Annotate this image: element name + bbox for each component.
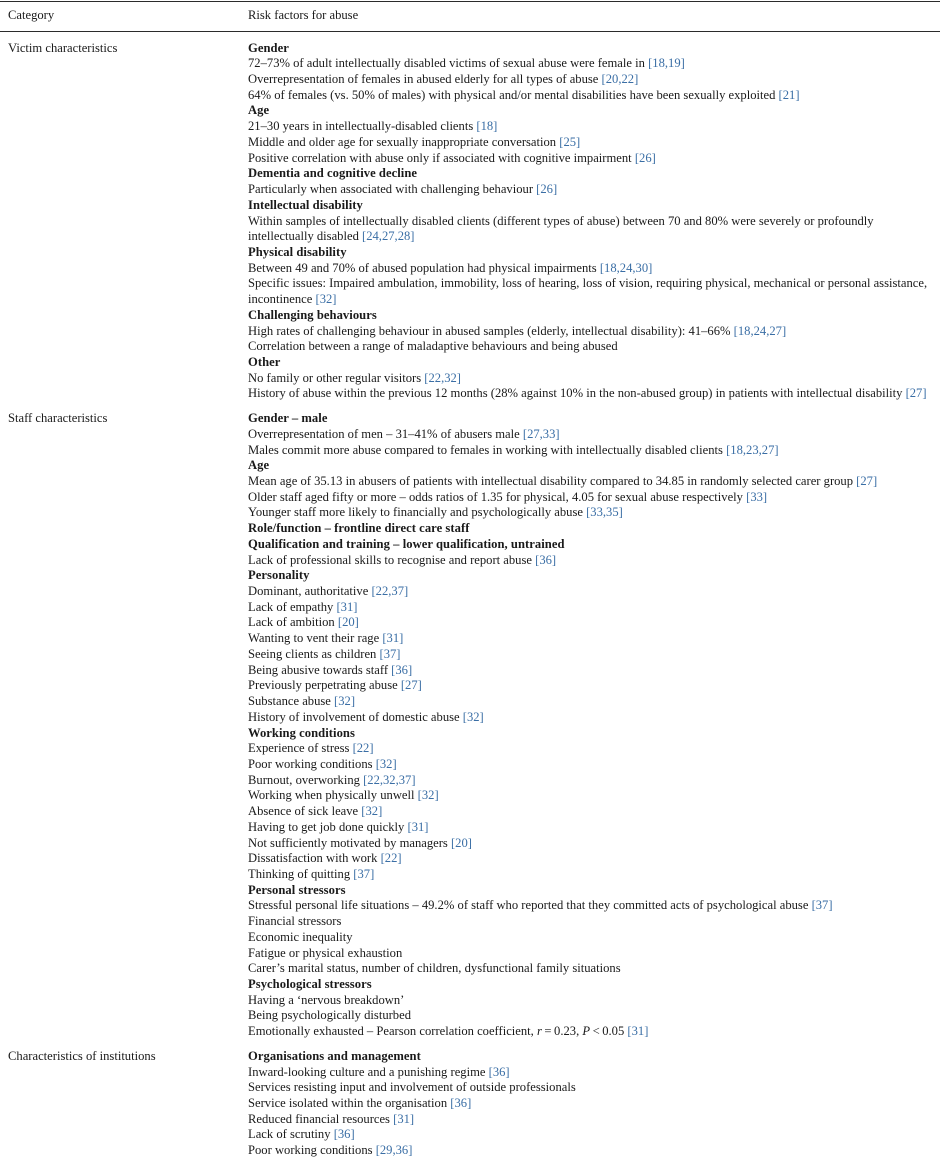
citation-reference[interactable]: [31] [382,631,404,646]
row-category-cell [0,1040,244,1159]
risk-factor-item: Service isolated within the organisation [36] [248,1096,472,1111]
citation-reference[interactable]: [37] [811,898,833,913]
risk-group-title: Other [248,354,281,369]
risk-factor-item: Economic inequality [248,929,353,944]
risk-factor-item: Burnout, overworking [22,32,37] [248,772,416,787]
citation-reference[interactable]: [36] [333,1127,355,1142]
citation-reference[interactable]: [32] [315,292,337,307]
row-category-label: Victim characteristics [8,40,118,55]
risk-group-title: Organisations and management [248,1048,421,1063]
citation-reference[interactable]: [32] [361,804,383,819]
risk-factor-item: Seeing clients as children [37] [248,646,401,661]
citation-reference[interactable]: [20,22] [601,72,639,87]
risk-factor-item: No family or other regular visitors [22,32] [248,370,462,385]
citation-reference[interactable]: [24,27,28] [362,229,415,244]
citation-reference[interactable]: [32] [375,756,397,771]
risk-factor-item: Inward-looking culture and a punishing regime [36] [248,1064,510,1079]
risk-factor-item: Reduced financial resources [31] [248,1111,415,1126]
citation-reference[interactable]: [22,32] [424,370,462,385]
risk-factor-item: Being abusive towards staff [36] [248,662,413,677]
risk-group-title: Gender [248,40,289,55]
citation-reference[interactable]: [32] [462,709,484,724]
risk-factor-item: Thinking of quitting [37] [248,866,375,881]
citation-reference[interactable]: [27] [905,386,927,401]
citation-reference[interactable]: [31] [627,1024,649,1039]
risk-factor-item: History of abuse within the previous 12 months (28% against 10% in the non-abused group) in patients with intellectual disability [27] [248,386,927,401]
risk-factors-table [0,2,940,31]
row-category-cell [0,32,244,403]
risk-group-title: Role/function – frontline direct care staff [248,521,470,536]
risk-factor-item: Overrepresentation of men – 31–41% of abusers male [27,33] [248,426,560,441]
risk-group-title: Psychological stressors [248,977,372,991]
citation-reference[interactable]: [21] [778,87,800,102]
row-risk-factors-cell [244,32,940,403]
risk-factor-item: Positive correlation with abuse only if associated with cognitive impairment [26] [248,150,656,165]
column-header-risk-factors: Risk factors for abuse [248,8,359,22]
citation-reference[interactable]: [18,24,30] [599,260,653,275]
table-header-row [0,2,940,31]
citation-reference[interactable]: [32] [417,788,439,803]
column-header-category: Category [8,8,55,22]
statistic-symbol: P [582,1024,591,1039]
risk-factor-item: History of involvement of domestic abuse [32] [248,709,484,724]
risk-factor-item: Poor working conditions [32] [248,756,397,771]
risk-factors-table-body [0,32,940,1159]
risk-group-title: Working conditions [248,725,355,740]
risk-group-title: Age [248,103,270,118]
citation-reference[interactable]: [25] [559,134,581,149]
row-category-label: Characteristics of institutions [8,1048,156,1063]
risk-factor-item: Within samples of intellectually disabled clients (different types of abuse) between 70 and 80% were severely or profoundly intellectually disabled [24,27,28] [248,213,874,244]
risk-factor-item: Wanting to vent their rage [31] [248,631,404,646]
risk-factor-item: Lack of scrutiny [36] [248,1127,355,1142]
risk-factor-item: Males commit more abuse compared to females in working with intellectually disabled clients [18,23,27] [248,442,779,457]
risk-factor-item: Stressful personal life situations – 49.2% of staff who reported that they committed acts of psychological abuse [37] [248,898,833,913]
risk-group-title: Gender – male [248,411,328,426]
citation-reference[interactable]: [18,19] [648,56,685,71]
citation-reference[interactable]: [27] [400,678,422,693]
risk-factor-item: Specific issues: Impaired ambulation, immobility, loss of hearing, loss of vision, requiring physical, mechanical or personal assistance, incontinence [32] [248,276,928,307]
row-risk-factors-cell [244,1040,940,1159]
row-category-cell [0,402,244,1040]
risk-factor-item: Carer’s marital status, number of children, dysfunctional family situations [248,961,621,976]
citation-reference[interactable]: [20] [450,835,472,850]
risk-factor-item: Working when physically unwell [32] [248,788,439,803]
risk-factor-item: Particularly when associated with challenging behaviour [26] [248,182,558,197]
risk-factor-item: Correlation between a range of maladaptive behaviours and being abused [248,339,618,354]
table-body [0,32,940,1159]
risk-group-title: Challenging behaviours [248,307,377,322]
risk-factor-item: Dissatisfaction with work [22] [248,851,402,866]
risk-factor-item: Emotionally exhausted – Pearson correlation coefficient, r = 0.23, P < 0.05 [31] [248,1024,649,1039]
risk-group-title: Intellectual disability [248,197,363,212]
citation-reference[interactable]: [20] [337,615,359,630]
risk-factor-item: 21–30 years in intellectually-disabled clients [18] [248,119,498,134]
citation-reference[interactable]: [36] [391,662,413,677]
row-category-label: Staff characteristics [8,411,108,426]
risk-factor-item: Absence of sick leave [32] [248,804,383,819]
risk-factor-item: Financial stressors [248,914,342,929]
citation-reference[interactable]: [37] [379,646,401,661]
risk-factor-item: Overrepresentation of females in abused elderly for all types of abuse [20,22] [248,72,639,87]
risk-factor-item: Not sufficiently motivated by managers [20] [248,835,472,850]
citation-reference[interactable]: [27,33] [522,426,560,441]
risk-group-title: Personality [248,568,310,583]
citation-reference[interactable]: [36] [488,1064,510,1079]
row-risk-factors-cell [244,402,940,1040]
risk-factor-item: Having to get job done quickly [31] [248,819,429,834]
citation-reference[interactable]: [33,35] [586,505,623,520]
citation-reference[interactable]: [26] [536,182,558,197]
citation-reference[interactable]: [31] [407,819,429,834]
risk-group-title: Physical disability [248,244,347,259]
risk-factor-item: Fatigue or physical exhaustion [248,945,403,960]
risk-factor-item: Being psychologically disturbed [248,1008,411,1023]
citation-reference[interactable]: [36] [535,552,557,567]
risk-factor-item: 64% of females (vs. 50% of males) with physical and/or mental disabilities have been sexually exploited [21] [248,87,800,102]
citation-reference[interactable]: [26] [634,150,656,165]
citation-reference[interactable]: [32] [334,694,356,709]
risk-factor-item: Lack of empathy [31] [248,599,358,614]
citation-reference[interactable]: [36] [450,1096,472,1111]
risk-factor-item: Older staff aged fifty or more – odds ratios of 1.35 for physical, 4.05 for sexual abuse respectively [33] [248,489,768,504]
risk-factor-item: Substance abuse [32] [248,694,356,709]
risk-group-title: Dementia and cognitive decline [248,166,418,181]
citation-reference[interactable]: [27] [856,474,878,488]
citation-reference[interactable]: [22,37] [371,584,409,599]
risk-factor-item: 72–73% of adult intellectually disabled victims of sexual abuse were female in [18,19] [248,56,685,71]
risk-factor-item: Mean age of 35.13 in abusers of patients with intellectual disability compared to 34.85 in randomly selected carer group [27] [248,474,878,488]
table-row [0,1040,940,1159]
table-row [0,402,940,1040]
citation-reference[interactable]: [33] [746,489,768,504]
risk-factor-item: High rates of challenging behaviour in abused samples (elderly, intellectual disability): 41–66% [18,24,27] [248,323,787,338]
risk-factor-item: Middle and older age for sexually inappropriate conversation [25] [248,134,581,149]
risk-factor-item: Dominant, authoritative [22,37] [248,584,409,599]
citation-reference[interactable]: [22] [352,741,374,756]
risk-group-title: Qualification and training – lower qualification, untrained [248,536,565,551]
citation-reference[interactable]: [29,36] [375,1143,413,1158]
citation-reference[interactable]: [18,23,27] [726,442,779,457]
risk-factor-item: Younger staff more likely to financially and psychologically abuse [33,35] [248,505,623,520]
risk-factor-item: Services resisting input and involvement of outside professionals [248,1080,576,1095]
table-header [0,2,940,31]
risk-factor-item: Lack of ambition [20] [248,615,359,630]
citation-reference[interactable]: [37] [353,866,375,881]
risk-group-title: Age [248,458,270,473]
risk-group-title: Personal stressors [248,882,346,897]
citation-reference[interactable]: [22] [380,851,402,866]
statistic-symbol: r [536,1024,542,1039]
risk-factor-item: Lack of professional skills to recognise and report abuse [36] [248,552,557,567]
risk-factor-item: Experience of stress [22] [248,741,374,756]
table-row [0,32,940,403]
citation-reference[interactable]: [18,24,27] [733,323,787,338]
citation-reference[interactable]: [22,32,37] [363,772,416,787]
document-page [0,1,940,1158]
citation-reference[interactable]: [18] [476,119,498,134]
risk-factor-item: Previously perpetrating abuse [27] [248,678,422,693]
risk-factor-item: Poor working conditions [29,36] [248,1143,413,1158]
citation-reference[interactable]: [31] [393,1111,415,1126]
risk-factor-item: Between 49 and 70% of abused population had physical impairments [18,24,30] [248,260,653,275]
citation-reference[interactable]: [31] [336,599,358,614]
risk-factor-item: Having a ‘nervous breakdown’ [248,992,405,1007]
